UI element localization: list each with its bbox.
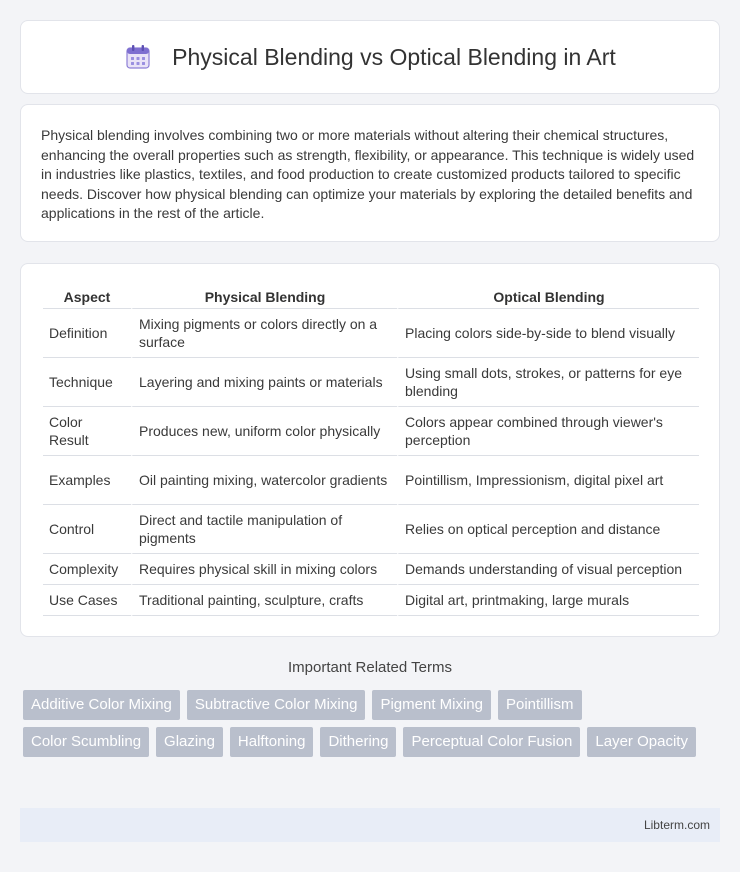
cell-physical: Mixing pigments or colors directly on a surface bbox=[131, 309, 397, 358]
table-row bbox=[43, 585, 699, 616]
cell-optical: Using small dots, strokes, or patterns for eye blending bbox=[397, 358, 699, 407]
tag-pointillism[interactable]: Pointillism bbox=[498, 690, 582, 720]
title-card bbox=[20, 20, 720, 94]
related-terms-title: Important Related Terms bbox=[288, 659, 452, 676]
cell-aspect: Complexity bbox=[43, 554, 131, 585]
cell-aspect: Definition bbox=[43, 309, 131, 358]
tag-halftoning[interactable]: Halftoning bbox=[230, 727, 314, 757]
tag-subtractive-color-mixing[interactable]: Subtractive Color Mixing bbox=[187, 690, 366, 720]
cell-optical: Relies on optical perception and distance bbox=[397, 505, 699, 554]
intro-text: Physical blending involves combining two or more materials without altering their chemical structures, enhancing the overall properties such as strength, flexibility, or appearance. This technique is widely used in industries like plastics, textiles, and food production to create customized products tailored to specific needs. Discover how physical blending can optimize your materials by exploring the detailed benefits and applications in the rest of the article. bbox=[41, 127, 695, 221]
tag-glazing[interactable]: Glazing bbox=[156, 727, 223, 757]
comparison-table-card bbox=[20, 263, 720, 637]
cell-aspect: Use Cases bbox=[43, 585, 131, 616]
tag-additive-color-mixing[interactable]: Additive Color Mixing bbox=[23, 690, 180, 720]
cell-aspect: Technique bbox=[43, 358, 131, 407]
cell-physical: Traditional painting, sculpture, crafts bbox=[131, 585, 397, 616]
cell-optical: Pointillism, Impressionism, digital pixel art bbox=[397, 456, 699, 505]
tag-perceptual-color-fusion[interactable]: Perceptual Color Fusion bbox=[403, 727, 580, 757]
tag-pigment-mixing[interactable]: Pigment Mixing bbox=[372, 690, 491, 720]
cell-physical: Requires physical skill in mixing colors bbox=[131, 554, 397, 585]
header-aspect: Aspect bbox=[43, 286, 131, 309]
intro-card bbox=[20, 104, 720, 242]
table-row bbox=[43, 554, 699, 585]
cell-physical: Oil painting mixing, watercolor gradients bbox=[131, 456, 397, 505]
cell-optical: Digital art, printmaking, large murals bbox=[397, 585, 699, 616]
comparison-table bbox=[43, 286, 699, 616]
table-row bbox=[43, 358, 699, 407]
cell-optical: Colors appear combined through viewer's perception bbox=[397, 407, 699, 456]
cell-aspect: Color Result bbox=[43, 407, 131, 456]
cell-physical: Direct and tactile manipulation of pigments bbox=[131, 505, 397, 554]
cell-aspect: Examples bbox=[43, 456, 131, 505]
tag-layer-opacity[interactable]: Layer Opacity bbox=[587, 727, 696, 757]
table-row bbox=[43, 456, 699, 505]
footer bbox=[20, 808, 720, 842]
table-row bbox=[43, 407, 699, 456]
cell-aspect: Control bbox=[43, 505, 131, 554]
calendar-icon bbox=[124, 43, 152, 71]
table-header-row bbox=[43, 286, 699, 309]
table-row bbox=[43, 309, 699, 358]
tag-color-scumbling[interactable]: Color Scumbling bbox=[23, 727, 149, 757]
cell-physical: Produces new, uniform color physically bbox=[131, 407, 397, 456]
related-terms-tags bbox=[23, 690, 713, 757]
cell-physical: Layering and mixing paints or materials bbox=[131, 358, 397, 407]
footer-site-link[interactable]: Libterm.com bbox=[643, 818, 710, 832]
page-title: Physical Blending vs Optical Blending in Art bbox=[172, 43, 616, 70]
table-row bbox=[43, 505, 699, 554]
cell-optical: Placing colors side-by-side to blend visually bbox=[397, 309, 699, 358]
header-optical-blending: Optical Blending bbox=[397, 286, 699, 309]
header-physical-blending: Physical Blending bbox=[131, 286, 397, 309]
cell-optical: Demands understanding of visual perception bbox=[397, 554, 699, 585]
tag-dithering[interactable]: Dithering bbox=[320, 727, 396, 757]
